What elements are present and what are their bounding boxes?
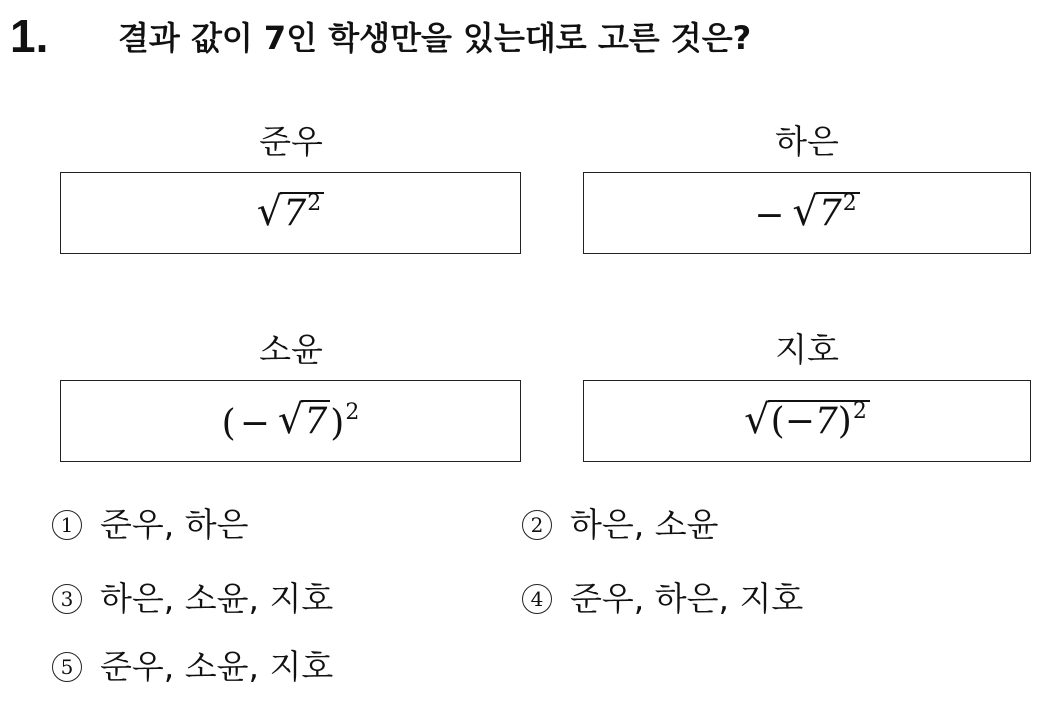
question-text: 결과 값이 7인 학생만을 있는대로 고른 것은? [118,19,752,57]
expression-box-soyun [60,380,521,462]
radicand [280,192,324,234]
right-paren: ) [837,401,852,443]
choice-5[interactable] [52,645,333,689]
choice-text: 준우, 소윤, 지호 [100,647,334,686]
choice-text: 준우, 하은, 지호 [570,579,804,618]
radicand [301,400,330,442]
base: 7 [304,401,328,443]
card-label-soyun: 소윤 [259,330,323,369]
choice-text: 하은, 소윤, 지호 [100,579,334,618]
base: 7 [818,193,842,235]
choice-marker: 5 [52,652,82,682]
choice-2[interactable] [522,503,719,547]
choice-text: 준우, 하은 [100,505,249,544]
expression-box-jiho [583,380,1031,462]
expression-soyun [221,397,360,444]
exponent: 2 [842,190,857,216]
card-label-jiho: 지호 [775,330,839,369]
radicand [816,192,860,234]
base: 7 [283,193,307,235]
radicand [768,400,870,442]
expression-box-haeun [583,172,1031,254]
radical-sign: √ [256,189,283,236]
right-paren: ) [330,402,345,444]
expression-haeun [754,189,860,236]
card-label-junu: 준우 [259,122,323,161]
sqrt-junu [256,189,324,236]
sqrt-jiho [744,397,870,444]
choice-marker: 3 [52,584,82,614]
minus-sign: − [239,402,270,444]
exponent: 2 [307,190,322,216]
expression-jiho [744,397,870,444]
question-number: 1. [10,10,49,62]
sqrt-soyun [277,397,330,444]
exponent: 2 [852,398,867,424]
base: −7 [784,401,838,443]
radical-sign: √ [744,397,770,444]
choice-marker: 4 [522,584,552,614]
choice-3[interactable] [52,577,333,621]
expression-box-junu [60,172,521,254]
radical-sign: √ [792,189,818,236]
choice-marker: 1 [52,510,82,540]
left-paren: ( [221,402,236,444]
radical-sign: √ [277,397,304,444]
exponent: 2 [345,399,360,425]
left-paren: ( [770,401,785,443]
choice-text: 하은, 소윤 [570,505,719,544]
expression-junu [256,189,324,236]
sqrt-haeun [792,189,859,236]
minus-sign: − [754,194,785,236]
choice-marker: 2 [522,510,552,540]
choice-1[interactable] [52,503,249,547]
card-label-haeun: 하은 [775,122,839,161]
choice-4[interactable] [522,577,803,621]
